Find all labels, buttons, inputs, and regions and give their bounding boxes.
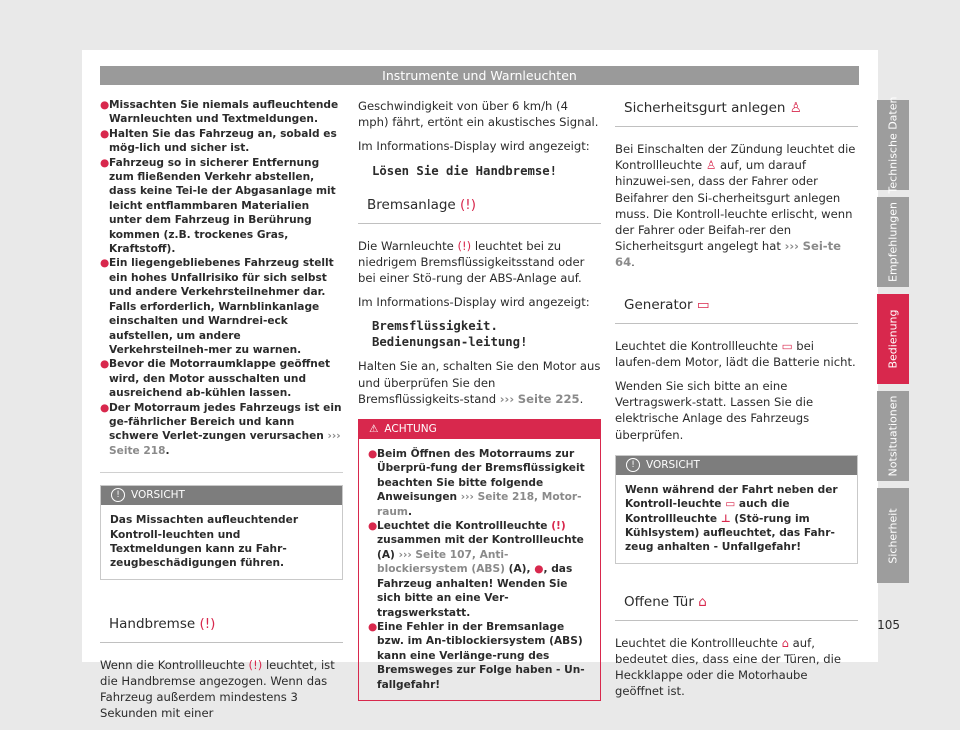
divider bbox=[100, 472, 343, 473]
section-title-tuer: Offene Tür ⌂ bbox=[615, 584, 858, 621]
column-2 bbox=[358, 98, 601, 701]
list-item: ● Eine Fehler in der Bremsanlage bzw. im An-tiblockiersystem (ABS) kann eine Verlänge-rung des Bremsweges zur Folge haben - Un-fallgefahr! bbox=[368, 620, 585, 691]
bullet-icon: ● bbox=[368, 620, 378, 633]
battery-icon: ▭ bbox=[781, 338, 793, 353]
paragraph: Geschwindigkeit von über 6 km/h (4 mph) fährt, ertönt ein akustisches Signal. bbox=[358, 99, 599, 130]
paragraph: Leuchtet die Kontrollleuchte ▭ bei laufen-dem Motor, lädt die Batterie nicht. bbox=[615, 338, 856, 369]
list-item: ● Beim Öffnen des Motorraums zur Überprü-fung der Bremsflüssigkeit beachten Sie bitte folgende Anweisungen ››› Seite 218, Motor-raum. bbox=[368, 448, 585, 518]
tab-notsituationen[interactable]: Notsituationen bbox=[877, 391, 909, 481]
list-item: ● Der Motorraum jedes Fahrzeugs ist ein ge-fährlicher Bereich und kann schwere Verlet-zungen verursachen ››› Seite 218. bbox=[100, 401, 342, 457]
abs-warning-icon: ● bbox=[534, 563, 544, 576]
vorsicht-header: ! VORSICHT bbox=[101, 486, 342, 505]
paragraph: Im Informations-Display wird angezeigt: bbox=[358, 139, 590, 154]
vorsicht-box bbox=[100, 485, 343, 580]
vorsicht-header: ! VORSICHT bbox=[616, 456, 857, 475]
brake-warning-icon: (!) bbox=[248, 657, 263, 672]
page-number: 105 bbox=[877, 618, 900, 632]
info-icon: ! bbox=[626, 458, 640, 472]
list-item: ● Missachten Sie niemals aufleuchtende Warnleuchten und Textmeldungen. bbox=[100, 99, 339, 126]
page-link[interactable]: Seite 218 bbox=[109, 444, 166, 457]
seatbelt-icon: ♙ bbox=[789, 100, 802, 116]
battery-icon: ▭ bbox=[696, 296, 710, 313]
bullet-icon: ● bbox=[100, 127, 110, 140]
bullet-icon: ● bbox=[100, 156, 110, 169]
chevron-right-icon: ››› bbox=[499, 391, 515, 406]
achtung-header: ⚠ ACHTUNG bbox=[359, 420, 600, 439]
chevron-right-icon: ››› bbox=[398, 548, 412, 561]
column-1 bbox=[100, 98, 343, 730]
list-item: ● Ein liegengebliebenes Fahrzeug stellt ein hohes Unfallrisiko für sich selbst und andere Verkehrsteilnehmer dar. Falls erforderlich, Warnblinkanlage einschalten und Warndrei-eck aufstellen, um andere Verkehrsteilneh-mer zu warnen. bbox=[100, 257, 334, 356]
page-link[interactable]: Sei-te 64 bbox=[615, 239, 842, 270]
paragraph: Halten Sie an, schalten Sie den Motor aus und überprüfen Sie den Bremsflüssigkeits-stand ››› Seite 225. bbox=[358, 359, 601, 406]
bullet-icon: ● bbox=[100, 358, 110, 371]
vorsicht-box bbox=[615, 455, 858, 564]
brake-warning-icon: (!) bbox=[199, 615, 216, 632]
display-message: Bremsflüssigkeit. Bedienungsan-leitung! bbox=[372, 319, 528, 350]
bullet-icon: ● bbox=[100, 257, 110, 270]
warning-triangle-icon: ⚠ bbox=[369, 423, 379, 436]
abs-icon: (A) bbox=[377, 548, 395, 561]
list-item: ● Leuchtet die Kontrollleuchte (!) zusammen mit der Kontrollleuchte (A) ››› Seite 107, Anti-blockiersystem (ABS) (A), ●, das Fahrzeug anhalten! Wenden Sie sich bitte an eine Ver-tragswerkstatt. bbox=[368, 520, 584, 619]
handbremse-text: Wenn die Kontrollleuchte (!) leuchtet, ist die Handbremse angezogen. Wenn das Fahrzeug außerdem mindestens 3 Sekunden mit einer bbox=[100, 657, 335, 721]
column-3 bbox=[615, 98, 858, 708]
paragraph: Bei Einschalten der Zündung leuchtet die Kontrollleuchte ♙ auf, um darauf hinzuwei-sen, dass der Fahrer oder Beifahrer den Si-cherheitsgurt anlegen muss. Die Kontroll-leuchte erlischt, wenn der Fahrer oder Beifah-rer den Sicherheitsgurt angelegt hat ››› Sei-te 64. bbox=[615, 142, 856, 270]
section-title-gurt: Sicherheitsgurt anlegen ♙ bbox=[615, 98, 858, 127]
tab-empfehlungen[interactable]: Empfehlungen bbox=[877, 197, 909, 287]
display-message: Lösen Sie die Handbremse! bbox=[372, 163, 558, 178]
page-link[interactable]: Seite 107, Anti-blockiersystem (ABS) bbox=[377, 548, 509, 576]
achtung-box bbox=[358, 419, 601, 701]
section-title-generator: Generator ▭ bbox=[615, 287, 858, 324]
info-icon: ! bbox=[111, 488, 125, 502]
chevron-right-icon: ››› bbox=[327, 430, 341, 443]
section-title-handbremse: Handbremse (!) bbox=[100, 606, 343, 643]
abs-icon: (A) bbox=[508, 563, 527, 576]
bullet-icon: ● bbox=[368, 448, 378, 461]
bullet-icon: ● bbox=[368, 520, 378, 533]
tab-sicherheit[interactable]: Sicherheit bbox=[877, 488, 909, 583]
door-open-icon: ⌂ bbox=[698, 593, 707, 610]
tab-bedienung[interactable]: Bedienung bbox=[877, 294, 909, 384]
chevron-right-icon: ››› bbox=[460, 491, 474, 504]
list-item: ● Halten Sie das Fahrzeug an, sobald es mög-lich und sicher ist. bbox=[100, 127, 337, 155]
brake-warning-icon: (!) bbox=[457, 238, 472, 253]
paragraph: Im Informations-Display wird angezeigt: bbox=[358, 295, 590, 310]
bullet-icon: ● bbox=[100, 401, 110, 414]
paragraph: Leuchtet die Kontrollleuchte ⌂ auf, bedeutet dies, dass eine der Türen, die Heckklappe oder die Motorhaube geöffnet ist. bbox=[615, 635, 841, 699]
tab-technische-daten[interactable]: Technische Daten bbox=[877, 100, 909, 190]
door-open-icon: ⌂ bbox=[781, 635, 789, 650]
list-item: ● Bevor die Motorraumklappe geöffnet wird, den Motor ausschalten und ausreichend ab-kühlen lassen. bbox=[100, 358, 331, 400]
achtung-text bbox=[359, 439, 600, 700]
page-header: Instrumente und Warnleuchten bbox=[100, 66, 859, 85]
chevron-right-icon: ››› bbox=[784, 239, 799, 254]
vorsicht-text: Das Missachten aufleuchtender Kontroll-leuchten und Textmeldungen kann zu Fahr-zeugbeschädigungen führen. bbox=[110, 514, 299, 570]
page-link[interactable]: Seite 218, Motor-raum bbox=[377, 491, 582, 518]
paragraph: Die Warnleuchte (!) leuchtet bei zu niedrigem Bremsflüssigkeitsstand oder bei einer Stö-rung der ABS-Anlage auf. bbox=[358, 238, 585, 286]
brake-warning-icon: (!) bbox=[460, 196, 476, 213]
coolant-icon: ⊥ bbox=[720, 512, 731, 525]
bullet-icon: ● bbox=[100, 99, 110, 111]
brake-warning-icon: (!) bbox=[551, 520, 566, 533]
page-link[interactable]: Seite 225 bbox=[517, 391, 580, 406]
warning-bullets bbox=[100, 98, 343, 458]
paragraph: Wenden Sie sich bitte an eine Vertragswerk-statt. Lassen Sie die elektrische Anlage des Fahrzeugs überprüfen. bbox=[615, 379, 814, 442]
vorsicht-text: Wenn während der Fahrt neben der Kontroll-leuchte ▭ auch die Kontrollleuchte ⊥ (Stö-rung im Kühlsystem) aufleuchtet, das Fahr-zeug anhalten - Unfallgefahr! bbox=[625, 483, 838, 554]
seatbelt-icon: ♙ bbox=[705, 158, 717, 173]
list-item: ● Fahrzeug so in sicherer Entfernung zum fließenden Verkehr abstellen, dass keine Tei-le der Abgasanlage mit leicht entflammbaren Materialien unter dem Fahrzeug in Berührung kommen (z.B. trockenes Gras, Kraftstoff). bbox=[100, 156, 336, 256]
section-title-bremsanlage: Bremsanlage (!) bbox=[358, 187, 601, 224]
battery-icon: ▭ bbox=[725, 498, 736, 511]
